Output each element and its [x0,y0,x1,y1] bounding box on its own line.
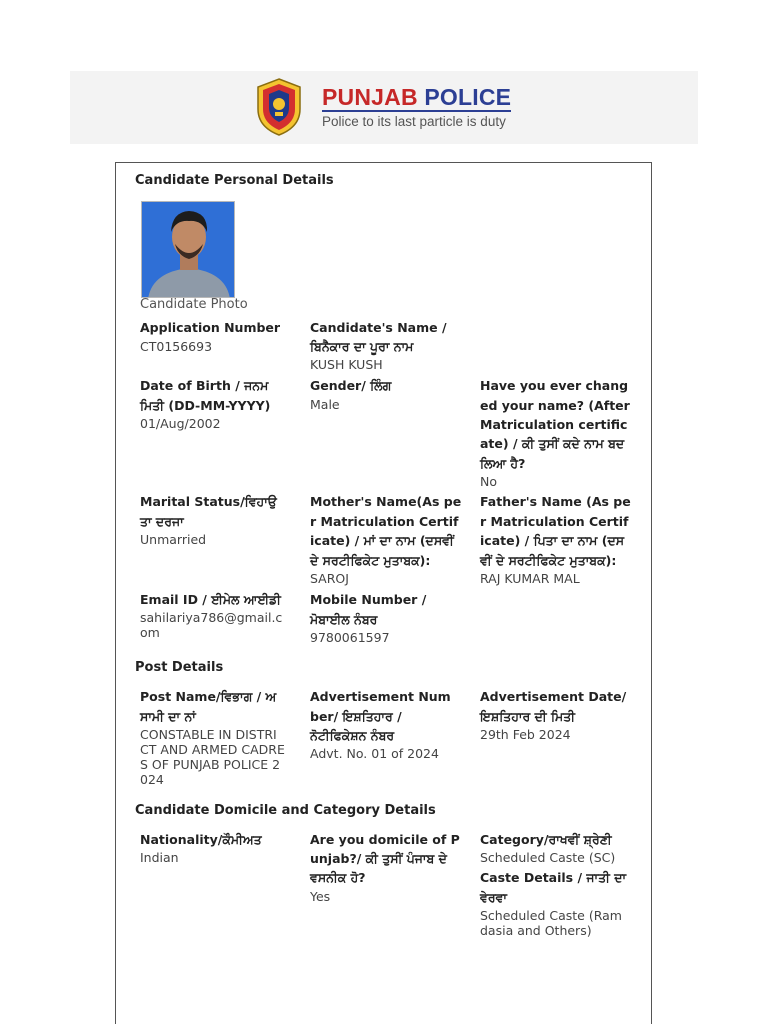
adv-no-value: Advt. No. 01 of 2024 [310,746,439,761]
dob-label-1: Date of Birth / ਜਨਮ [140,378,269,393]
nationality-value: Indian [140,850,179,865]
domicile-value: Yes [310,889,331,904]
nationality-label: Nationality/ਕੌਮੀਅਤ [140,832,262,847]
mobile-label-1: Mobile Number / [310,592,427,607]
email-value-1: sahilariya786@gmail.c [140,610,283,625]
marital-value: Unmarried [140,532,207,547]
mobile-label-2: ਮੋਬਾਈਲ ਨੰਬਰ [310,612,378,627]
marital-label-2: ਤਾ ਦਰਜਾ [140,514,184,529]
brand-title [322,84,511,111]
photo-caption: Candidate Photo [140,297,248,312]
section-title-post: Post Details [135,660,224,675]
domicile-label-3: ਵਸਨੀਕ ਹੋ? [310,870,366,885]
marital-label-1: Marital Status/ਵਿਹਾਉ [140,494,277,509]
name-changed-label-1: Have you ever chang [480,378,629,393]
app-no-value: CT0156693 [140,339,213,354]
name-changed-label-4: ate) / ਕੀ ਤੁਸੀਂ ਕਦੇ ਨਾਮ ਬਦ [480,436,625,451]
domicile-label-2: unjab?/ ਕੀ ਤੁਸੀਂ ਪੰਜਾਬ ਦੇ [310,851,447,866]
post-name-value-1: CONSTABLE IN DISTRI [140,727,277,742]
brand-word-police: POLICE [424,84,512,110]
adv-no-label-1: Advertisement Num [310,689,451,704]
adv-date-label-2: ਇਸ਼ਤਿਹਾਰ ਦੀ ਮਿਤੀ [480,709,575,724]
adv-no-label-3: ਨੋਟੀਫਿਕੇਸ਼ਨ ਨੰਬਰ [310,728,395,743]
app-no-label: Application Number [140,320,281,335]
post-name-value-3: S OF PUNJAB POLICE 2 [140,757,281,772]
father-label-2: r Matriculation Certif [480,514,629,529]
name-changed-label-5: ਲਿਆ ਹੈ? [480,456,526,471]
post-name-value-2: CT AND ARMED CADRE [140,742,285,757]
mother-label-2: r Matriculation Certif [310,514,459,529]
mother-label-3: icate) / ਮਾਂ ਦਾ ਨਾਮ (ਦਸਵੀਂ [310,533,454,548]
email-label: Email ID / ਈਮੇਲ ਆਈਡੀ [140,592,281,607]
adv-date-label-1: Advertisement Date/ [480,689,627,704]
header-banner [70,71,698,144]
name-changed-label-3: Matriculation certific [480,417,628,432]
father-label-3: icate) / ਪਿਤਾ ਦਾ ਨਾਮ (ਦਸ [480,533,625,548]
father-value: RAJ KUMAR MAL [480,571,580,586]
name-changed-value: No [480,474,497,489]
gender-label: Gender/ ਲਿੰਗ [310,378,392,393]
email-value-2: om [140,625,160,640]
caste-details-label-1: Caste Details / ਜਾਤੀ ਦਾ [480,870,627,885]
caste-details-value-2: dasia and Others) [480,923,592,938]
mother-label-4: ਦੇ ਸਰਟੀਫਿਕੇਟ ਮੁਤਾਬਕ): [310,553,431,568]
caste-details-label-2: ਵੇਰਵਾ [480,890,507,905]
post-name-label-2: ਸਾਮੀ ਦਾ ਨਾਂ [140,709,196,724]
father-label-4: ਵੀਂ ਦੇ ਸਰਟੀਫਿਕੇਟ ਮੁਤਾਬਕ): [480,553,617,568]
name-value: KUSH KUSH [310,357,383,372]
name-label-1: Candidate's Name / [310,320,447,335]
brand-tagline: Police to its last particle is duty [322,114,506,129]
gender-value: Male [310,397,340,412]
post-name-label-1: Post Name/ਵਿਭਾਗ / ਅ [140,689,277,704]
brand-underline [322,110,511,112]
police-emblem-icon [254,77,304,137]
section-title-personal: Candidate Personal Details [135,173,334,188]
candidate-photo [141,201,235,298]
domicile-label-1: Are you domicile of P [310,832,460,847]
brand-word-punjab: PUNJAB [322,84,418,110]
category-value: Scheduled Caste (SC) [480,850,616,865]
mobile-value: 9780061597 [310,630,390,645]
name-changed-label-2: ed your name? (After [480,398,630,413]
mother-label-1: Mother's Name(As pe [310,494,462,509]
adv-no-label-2: ber/ ਇਸ਼ਤਿਹਾਰ / [310,709,402,724]
section-title-domicile: Candidate Domicile and Category Details [135,803,436,818]
mother-value: SAROJ [310,571,349,586]
father-label-1: Father's Name (As pe [480,494,631,509]
dob-value: 01/Aug/2002 [140,416,221,431]
name-label-2: ਬਿਨੈਕਾਰ ਦਾ ਪੂਰਾ ਨਾਮ [310,339,414,354]
post-name-value-4: 024 [140,772,164,787]
adv-date-value: 29th Feb 2024 [480,727,571,742]
dob-label-2: ਮਿਤੀ (DD-MM-YYYY) [140,398,271,413]
caste-details-value-1: Scheduled Caste (Ram [480,908,622,923]
category-label: Category/ਰਾਖਵੀਂ ਸ਼੍ਰੇਣੀ [480,832,612,847]
